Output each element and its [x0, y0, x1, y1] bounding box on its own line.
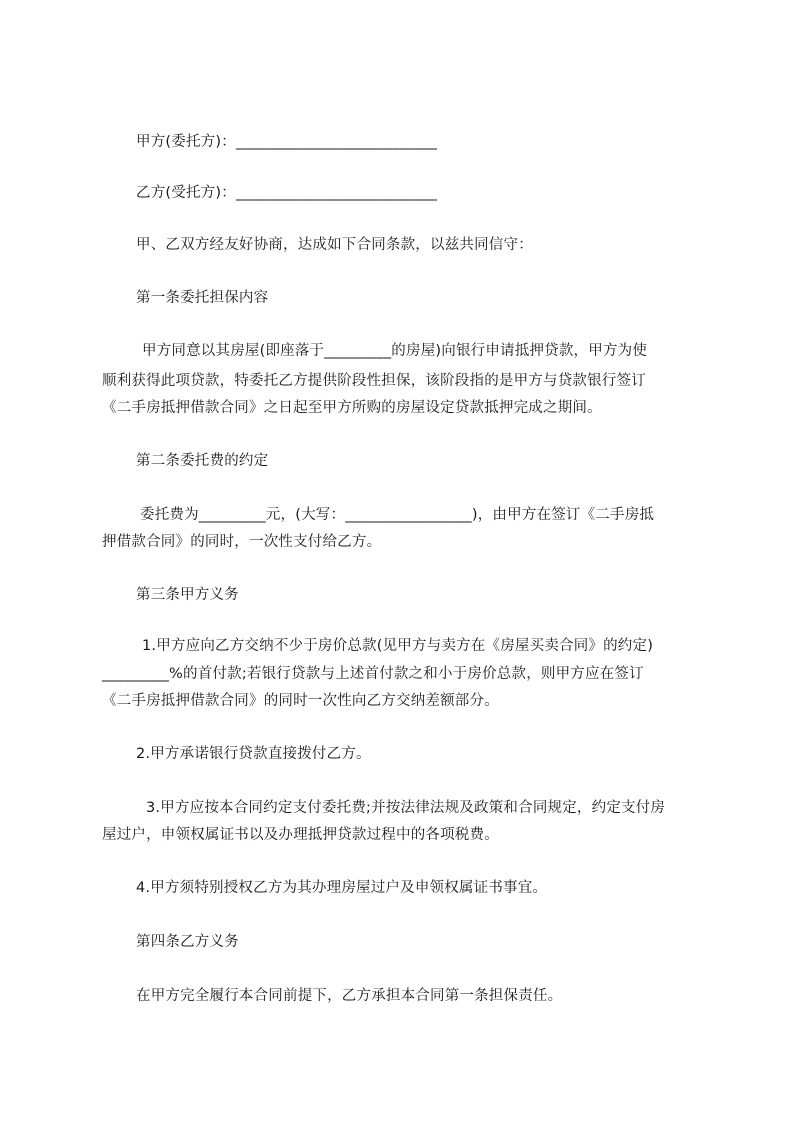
article1-line3: 《二手房抵押借款合同》之日起至甲方所购的房屋设定贷款抵押完成之期间。 — [102, 400, 602, 416]
intro-paragraph: 甲、乙双方经友好协商，达成如下合同条款，以兹共同信守： — [136, 237, 533, 253]
article3-item1-line2: _________%的首付款;若银行贷款与上述首付款之和小于房价总款，则甲方应在签订 — [102, 666, 644, 682]
article2-line1: 委托费为_________元，(大写：_________________)，由甲方在签订《二手房抵 — [140, 507, 655, 523]
article3-item1-line3: 《二手房抵押借款合同》的同时一次性向乙方交纳差额部分。 — [102, 693, 499, 709]
article1-title: 第一条委托担保内容 — [136, 290, 269, 306]
article2-title: 第二条委托费的约定 — [136, 453, 269, 469]
party-a-line: 甲方(委托方)：___________________________ — [136, 134, 438, 150]
article3-title: 第三条甲方义务 — [136, 587, 239, 603]
article3-item1-line1: 1.甲方应向乙方交纳不少于房价总款(见甲方与卖方在《房屋买卖合同》的约定) — [142, 638, 654, 654]
article4-line1: 在甲方完全履行本合同前提下，乙方承担本合同第一条担保责任。 — [136, 988, 563, 1004]
article3-item3-line1: 3.甲方应按本合同约定支付委托费;并按法律法规及政策和合同规定，约定支付房 — [146, 800, 666, 816]
article3-item3-line2: 屋过户，申领权属证书以及办理抵押贷款过程中的各项税费。 — [102, 827, 499, 843]
party-b-line: 乙方(受托方)：___________________________ — [136, 185, 438, 201]
article4-title: 第四条乙方义务 — [136, 934, 239, 950]
article3-item2: 2.甲方承诺银行贷款直接拨付乙方。 — [136, 746, 371, 762]
article1-line2: 顺利获得此项贷款，特委托乙方提供阶段性担保，该阶段指的是甲方与贷款银行签订 — [102, 373, 646, 389]
article3-item4: 4.甲方须特别授权乙方为其办理房屋过户及申领权属证书事宜。 — [136, 880, 548, 896]
article2-line2: 押借款合同》的同时，一次性支付给乙方。 — [102, 534, 382, 550]
article1-line1: 甲方同意以其房屋(即座落于_________的房屋)向银行申请抵押贷款，甲方为使 — [142, 343, 648, 359]
